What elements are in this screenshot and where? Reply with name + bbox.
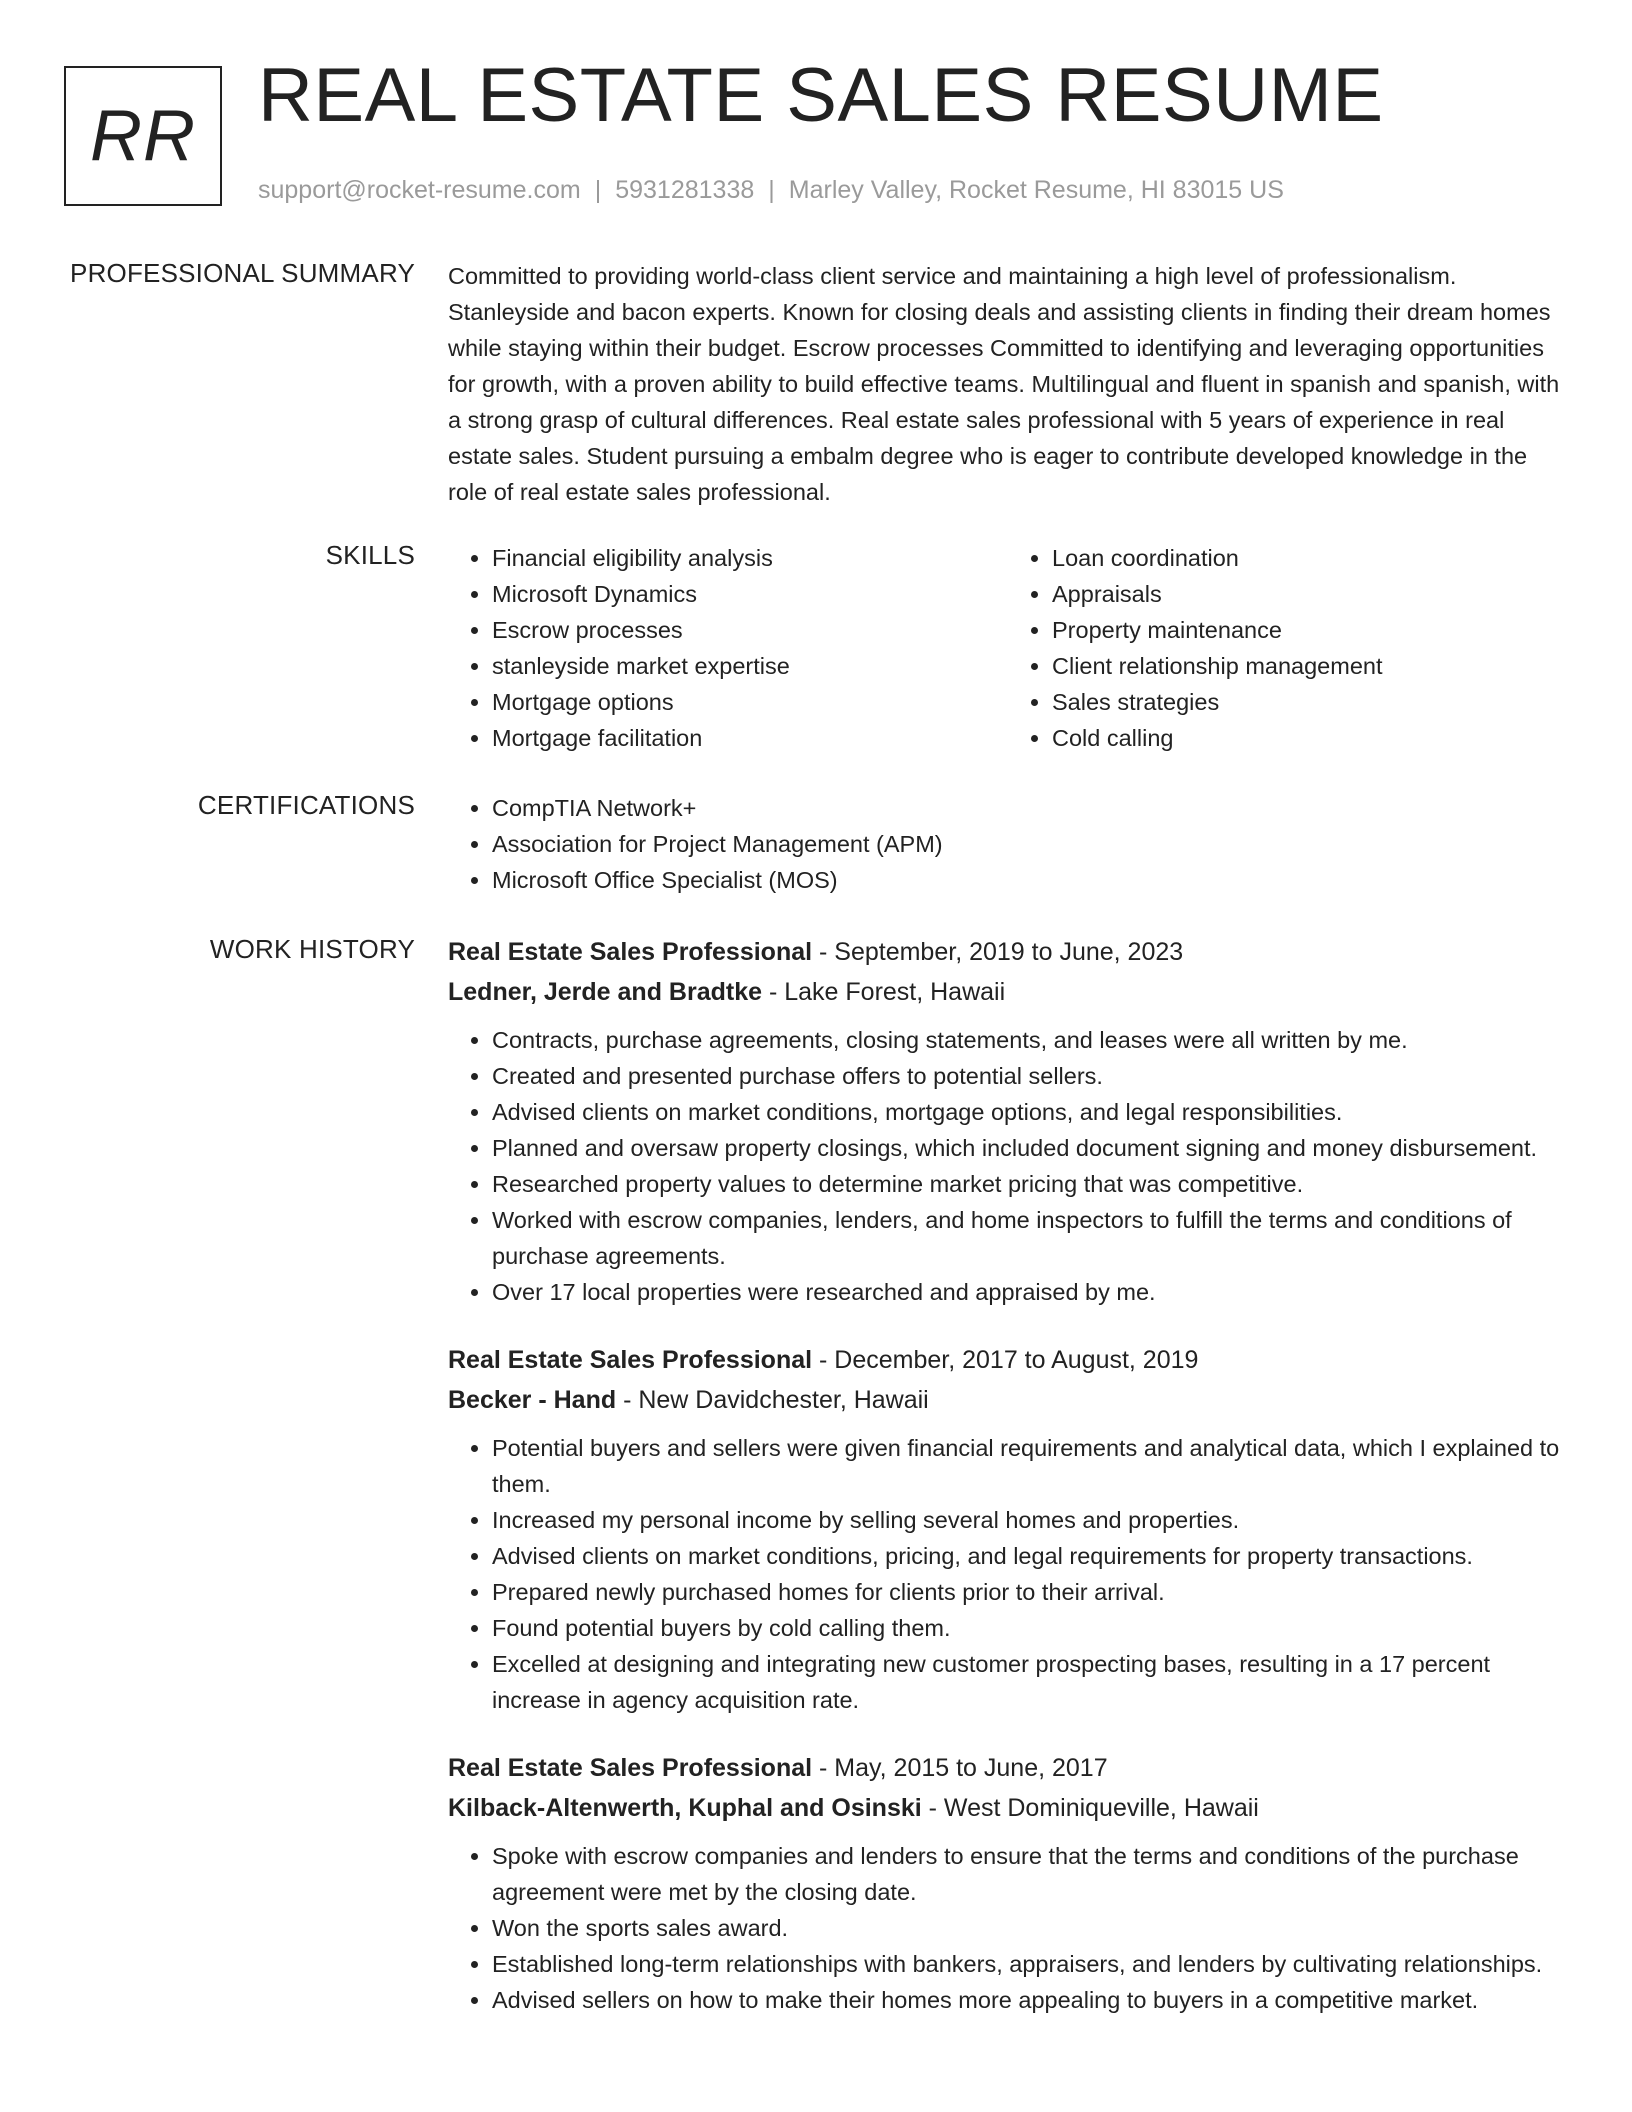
job-location: - West Dominiqueville, Hawaii [921, 1794, 1259, 1822]
summary-text: Committed to providing world-class client service and maintaining a high level of professionalism. Stanleyside and bacon experts. Known for closing deals and assisting clients in finding their dream homes while staying within their budget. Escrow processes Committed to identifying and leveraging opportunities for growth, with a proven ability to build effective teams. Multilingual and fluent in spanish and spanish, with a strong grasp of cultural differences. Real estate sales professional with 5 years of experience in real estate sales. Student pursuing a embalm degree who is eager to contribute developed knowledge in the role of real estate sales professional. [448, 263, 1560, 505]
job-bullet: • Excelled at designing and integrating new customer prospecting bases, resulting in a 17 percent increase in agency acquisition rate. [492, 1646, 1568, 1718]
certifications-items [448, 790, 1568, 898]
skill-item: • Property maintenance [1052, 612, 1568, 648]
job-company: Kilback-Altenwerth, Kuphal and Osinski [448, 1794, 922, 1822]
contact-email: support@rocket-resume.com [258, 176, 581, 204]
contact-phone: 5931281338 [615, 176, 755, 204]
contact-separator: | [594, 176, 602, 204]
job-title-line [448, 932, 1568, 972]
skill-item: • Escrow processes [492, 612, 1008, 648]
job-company-line [448, 972, 1568, 1012]
job-dates: - May, 2015 to June, 2017 [812, 1754, 1108, 1782]
job-location: - New Davidchester, Hawaii [616, 1386, 929, 1414]
certification-item: • CompTIA Network+ [492, 790, 1568, 826]
job-location: - Lake Forest, Hawaii [762, 978, 1006, 1006]
skill-item: • Client relationship management [1052, 648, 1568, 684]
certifications-heading: CERTIFICATIONS [197, 790, 415, 820]
job-bullets [448, 1430, 1568, 1718]
job-bullet: • Created and presented purchase offers to potential sellers. [492, 1058, 1568, 1094]
monogram-logo: RR [64, 66, 222, 206]
job-company-line [448, 1380, 1568, 1420]
job-title-line [448, 1340, 1568, 1380]
skills-list [448, 540, 1568, 756]
contact-line [258, 176, 1284, 205]
job-bullet: • Researched property values to determine market pricing that was competitive. [492, 1166, 1568, 1202]
job-dates: - September, 2019 to June, 2023 [812, 938, 1184, 966]
skill-item: • Appraisals [1052, 576, 1568, 612]
job-bullet: • Advised clients on market conditions, pricing, and legal requirements for property transactions. [492, 1538, 1568, 1574]
resume-title: REAL ESTATE SALES RESUME [258, 53, 1384, 138]
job-bullets [448, 1022, 1568, 1310]
summary-heading: PROFESSIONAL SUMMARY [70, 258, 415, 288]
job-bullet: • Potential buyers and sellers were given financial requirements and analytical data, which I explained to them. [492, 1430, 1568, 1502]
skill-item: • Financial eligibility analysis [492, 540, 1008, 576]
skill-item: • Mortgage options [492, 684, 1008, 720]
skill-item: • stanleyside market expertise [492, 648, 1008, 684]
job-entry [448, 1748, 1568, 2018]
skills-column-left [448, 540, 1008, 756]
job-bullet: • Worked with escrow companies, lenders, and home inspectors to fulfill the terms and conditions of purchase agreements. [492, 1202, 1568, 1274]
job-title: Real Estate Sales Professional [448, 938, 813, 966]
skills-column-right [1008, 540, 1568, 756]
certification-item: • Association for Project Management (APM) [492, 826, 1568, 862]
job-company: Ledner, Jerde and Bradtke [448, 978, 763, 1006]
job-bullet: • Over 17 local properties were researched and appraised by me. [492, 1274, 1568, 1310]
skill-item: • Cold calling [1052, 720, 1568, 756]
job-bullet: • Planned and oversaw property closings, which included document signing and money disbursement. [492, 1130, 1568, 1166]
job-bullet: • Won the sports sales award. [492, 1910, 1568, 1946]
job-bullet: • Prepared newly purchased homes for clients prior to their arrival. [492, 1574, 1568, 1610]
contact-address: Marley Valley, Rocket Resume, HI 83015 US [788, 176, 1284, 204]
job-title-line [448, 1748, 1568, 1788]
work-history-heading: WORK HISTORY [209, 934, 415, 964]
skills-heading: SKILLS [325, 540, 415, 570]
job-bullets [448, 1838, 1568, 2018]
job-bullet: • Found potential buyers by cold calling them. [492, 1610, 1568, 1646]
job-title: Real Estate Sales Professional [448, 1754, 813, 1782]
job-bullet: • Advised sellers on how to make their homes more appealing to buyers in a competitive market. [492, 1982, 1568, 2018]
skill-item: • Loan coordination [1052, 540, 1568, 576]
work-history-list [448, 932, 1568, 2048]
certifications-list [448, 790, 1568, 898]
skill-item: • Sales strategies [1052, 684, 1568, 720]
job-title: Real Estate Sales Professional [448, 1346, 813, 1374]
job-bullet: • Increased my personal income by selling several homes and properties. [492, 1502, 1568, 1538]
job-dates: - December, 2017 to August, 2019 [812, 1346, 1199, 1374]
job-company: Becker - Hand [448, 1386, 617, 1414]
job-entry [448, 932, 1568, 1310]
job-entry [448, 1340, 1568, 1718]
certification-item: • Microsoft Office Specialist (MOS) [492, 862, 1568, 898]
skill-item: • Microsoft Dynamics [492, 576, 1008, 612]
job-bullet: • Advised clients on market conditions, mortgage options, and legal responsibilities. [492, 1094, 1568, 1130]
contact-separator: | [768, 176, 775, 204]
job-bullet: • Spoke with escrow companies and lenders to ensure that the terms and conditions of the purchase agreement were met by the closing date. [492, 1838, 1568, 1910]
job-bullet: • Established long-term relationships with bankers, appraisers, and lenders by cultivating relationships. [492, 1946, 1568, 1982]
job-bullet: • Contracts, purchase agreements, closing statements, and leases were all written by me. [492, 1022, 1568, 1058]
job-company-line [448, 1788, 1568, 1828]
skill-item: • Mortgage facilitation [492, 720, 1008, 756]
